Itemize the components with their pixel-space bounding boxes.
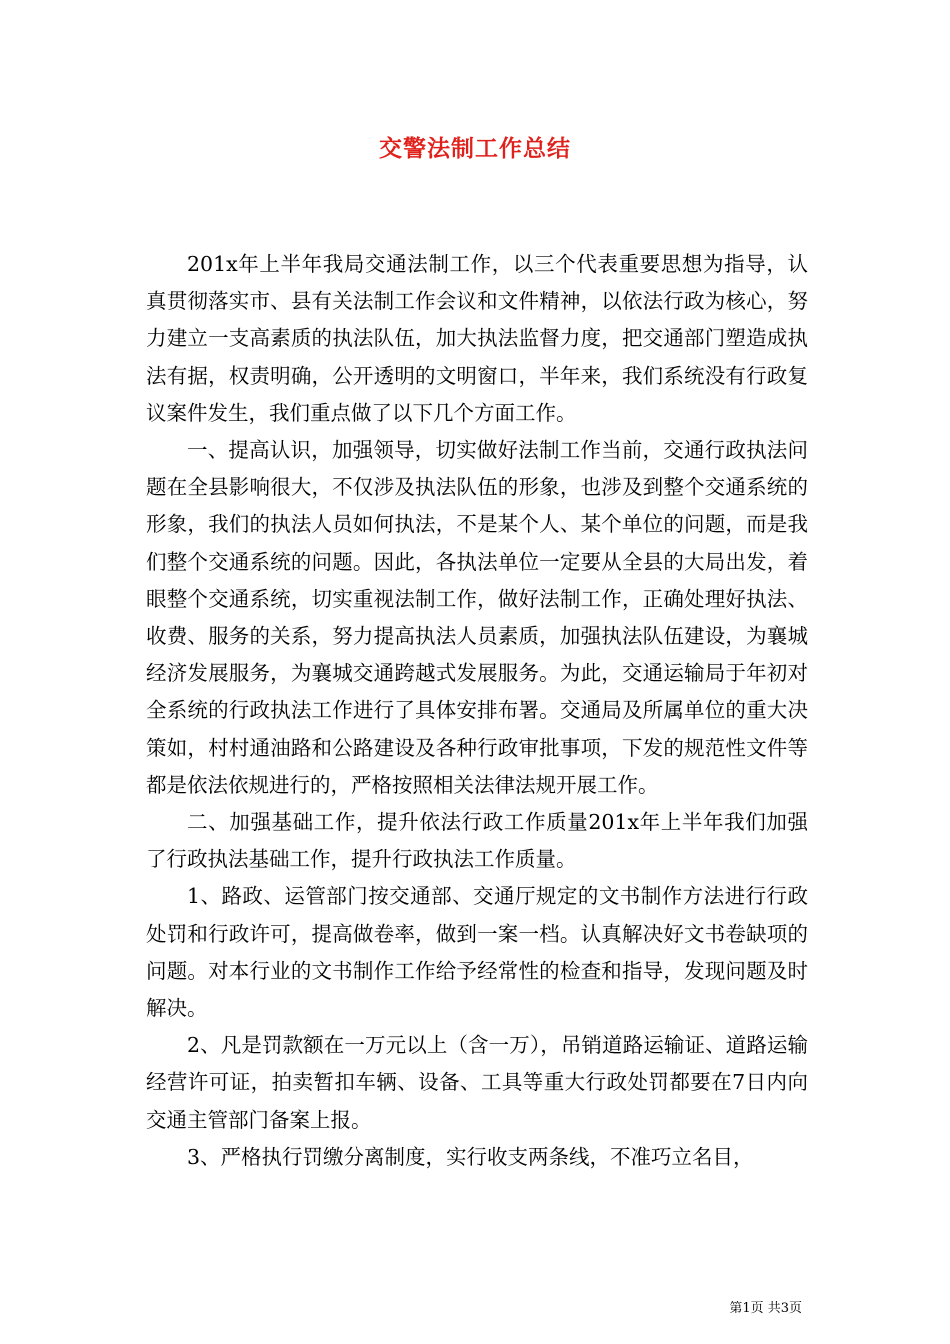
paragraph-item-3: 3、严格执行罚缴分离制度，实行收支两条线，不准巧立名目，	[187, 1144, 754, 1169]
page-number-footer: 第1页 共3页	[729, 1301, 802, 1316]
paragraph-section-1: 一、提高认识，加强领导，切实做好法制工作当前，交通行政执法问题在全县影响很大，不仅涉及执法队伍的形象，也涉及到整个交通系统的形象，我们的执法人员如何执法，不是某个人、某个单位的问题，而是我们整个交通系统的问题。因此，各执法单位一定要从全县的大局出发，着眼整个交通系统，切实重视法制工作，做好法制工作，正确处理好执法、收费、服务的关系，努力提高执法人员素质，加强执法队伍建设，为襄城经济发展服务，为襄城交通跨越式发展服务。为此，交通运输局于年初对全系统的行政执法工作进行了具体安排布署。交通局及所属单位的重大决策如，村村通油路和公路建设及各种行政审批事项，下发的规范性文件等都是依法依规进行的，严格按照相关法律法规开展工作。	[146, 438, 808, 797]
document-title: 交警法制工作总结	[379, 136, 571, 162]
document-body	[146, 246, 808, 1176]
paragraph-intro: 201x年上半年我局交通法制工作，以三个代表重要思想为指导，认真贯彻落实市、县有关法制工作会议和文件精神，以依法行政为核心，努力建立一支高素质的执法队伍，加大执法监督力度，把交通部门塑造成执法有据，权责明确，公开透明的文明窗口，半年来，我们系统没有行政复议案件发生，我们重点做了以下几个方面工作。	[146, 252, 808, 425]
paragraph-item-2: 2、凡是罚款额在一万元以上（含一万），吊销道路运输证、道路运输经营许可证，拍卖暂扣车辆、设备、工具等重大行政处罚都要在7日内向交通主管部门备案上报。	[146, 1033, 808, 1132]
paragraph-item-1: 1、路政、运管部门按交通部、交通厅规定的文书制作方法进行行政处罚和行政许可，提高做卷率，做到一案一档。认真解决好文书卷缺项的问题。对本行业的文书制作工作给予经常性的检查和指导，发现问题及时解决。	[146, 884, 808, 1021]
paragraph-section-2: 二、加强基础工作，提升依法行政工作质量201x年上半年我们加强了行政执法基础工作，提升行政执法工作质量。	[146, 810, 808, 872]
